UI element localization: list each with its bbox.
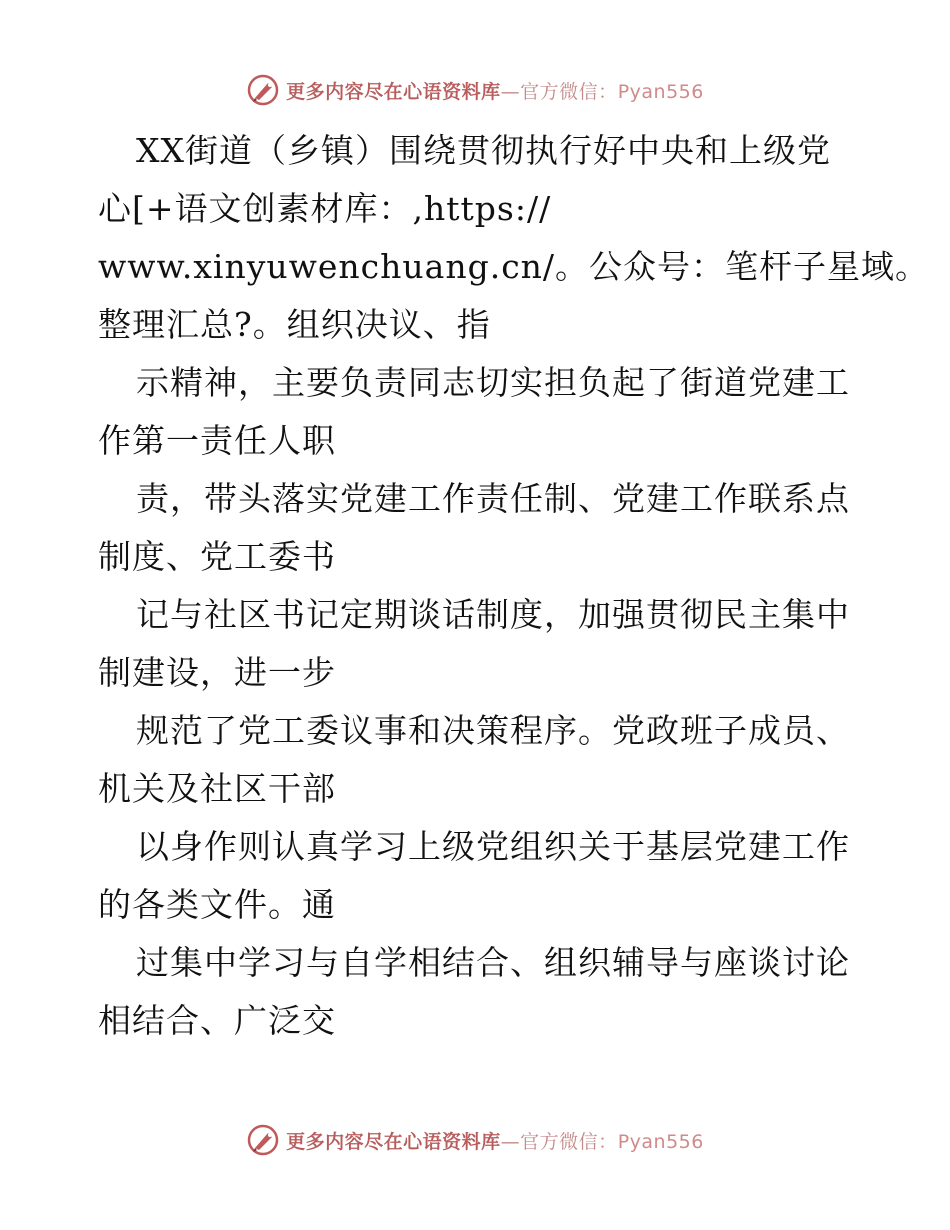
banner-wechat-label: 官方微信： bbox=[520, 1130, 618, 1153]
banner-site-text: 更多内容尽在心语资料库 bbox=[286, 80, 501, 103]
banner-wechat-label: 官方微信： bbox=[520, 80, 618, 103]
banner-wechat-id: Pyan556 bbox=[617, 1130, 704, 1153]
text-line: 的各类文件。通 bbox=[98, 885, 336, 924]
text-line: 规范了党工委议事和决策程序。党政班子成员、 bbox=[136, 711, 850, 750]
text-line: 制建设，进一步 bbox=[98, 653, 336, 692]
text-line: 机关及社区干部 bbox=[98, 769, 336, 808]
text-line: www.xinyuwenchuang.cn/。公众号：笔杆子星域。 bbox=[98, 247, 930, 286]
text-line: 以身作则认真学习上级党组织关于基层党建工作 bbox=[136, 827, 850, 866]
header-banner bbox=[0, 72, 950, 108]
text-line: 心[+语文创素材库：,https:// bbox=[98, 189, 552, 228]
banner-site-text: 更多内容尽在心语资料库 bbox=[286, 1130, 501, 1153]
text-line: 作第一责任人职 bbox=[98, 421, 336, 460]
pen-nib-logo-icon bbox=[246, 73, 280, 107]
text-line: 示精神，主要负责同志切实担负起了街道党建工 bbox=[136, 363, 850, 402]
text-line: 制度、党工委书 bbox=[98, 537, 336, 576]
pen-nib-logo-icon bbox=[246, 1123, 280, 1157]
text-line: 责，带头落实党建工作责任制、党建工作联系点 bbox=[136, 479, 850, 518]
text-line: 整理汇总?。组织决议、指 bbox=[98, 305, 491, 344]
footer-banner bbox=[0, 1122, 950, 1158]
text-line: 记与社区书记定期谈话制度，加强贯彻民主集中 bbox=[136, 595, 850, 634]
banner-separator: — bbox=[500, 1130, 521, 1153]
text-line: XX街道（乡镇）围绕贯彻执行好中央和上级党 bbox=[136, 131, 831, 170]
banner-separator: — bbox=[500, 80, 521, 103]
banner-text bbox=[286, 77, 704, 104]
document-body bbox=[98, 122, 930, 1050]
text-line: 过集中学习与自学相结合、组织辅导与座谈讨论 bbox=[136, 943, 850, 982]
banner-wechat-id: Pyan556 bbox=[617, 80, 704, 103]
banner-text bbox=[286, 1127, 704, 1154]
text-line: 相结合、广泛交 bbox=[98, 1001, 336, 1040]
